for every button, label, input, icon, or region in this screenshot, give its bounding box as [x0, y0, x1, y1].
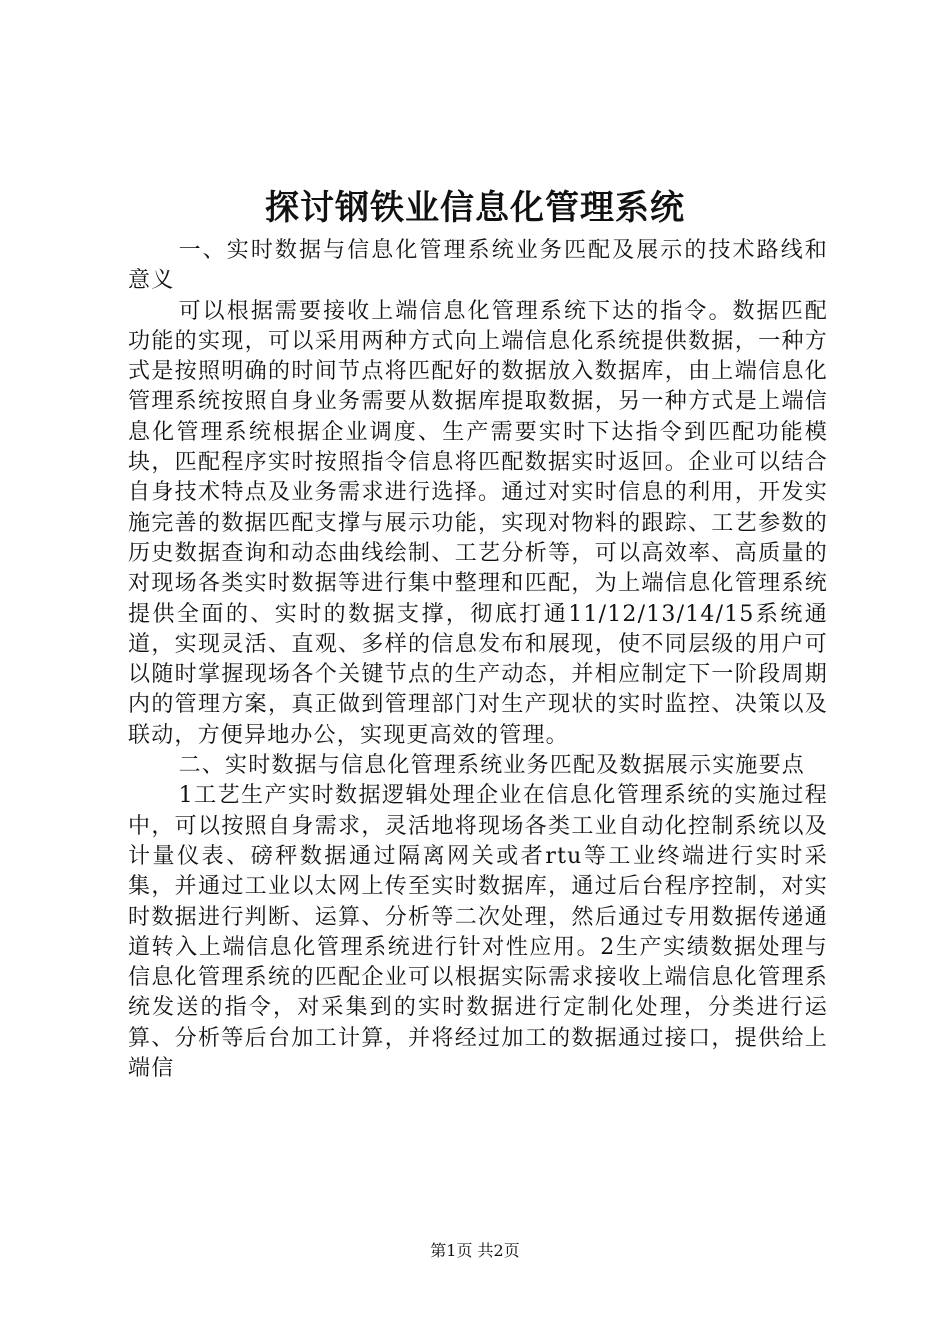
section-heading-2: 二、实时数据与信息化管理系统业务匹配及数据展示实施要点 — [178, 753, 805, 779]
document-title: 探讨钢铁业信息化管理系统 — [265, 188, 685, 228]
body-paragraph-1: 可以根据需要接收上端信息化管理系统下达的指令。数据匹配功能的实现，可以采用两种方式向上端信息化系统提供数据，一种方式是按照明确的时间节点将匹配好的数据放入数据库，由上端信息化管理系统按照自身业务需要从数据库提取数据，另一种方式是上端信息化管理系统根据企业调度、生产需要实时下达指令到匹配功能模块，匹配程序实时按照指令信息将匹配数据实时返回。企业可以结合自身技术特点及业务需求进行选择。通过对实时信息的利用，开发实施完善的数据匹配支撑与展示功能，实现对物料的跟踪、工艺参数的历史数据查询和动态曲线绘制、工艺分析等，可以高效率、高质量的对现场各类实时数据等进行集中整理和匹配，为上端信息化管理系统提供全面的、实时的数据支撑，彻底打通11/12/13/14/15系统通道，实现灵活、直观、多样的信息发布和展现，使不同层级的用户可以随时掌握现场各个关键节点的生产动态，并相应制定下一阶段周期内的管理方案，真正做到管理部门对生产现状的实时监控、决策以及联动，方便异地办公，实现更高效的管理。 — [128, 298, 828, 748]
page-number-footer: 第1页 共2页 — [430, 1241, 520, 1260]
section-heading-1: 一、实时数据与信息化管理系统业务匹配及展示的技术路线和意义 — [128, 238, 828, 294]
document-body — [128, 236, 828, 1084]
body-paragraph-2: 1工艺生产实时数据逻辑处理企业在信息化管理系统的实施过程中，可以按照自身需求，灵活地将现场各类工业自动化控制系统以及计量仪表、磅秤数据通过隔离网关或者rtu等工业终端进行实时采集，并通过工业以太网上传至实时数据库，通过后台程序控制，对实时数据进行判断、运算、分析等二次处理，然后通过专用数据传递通道转入上端信息化管理系统进行针对性应用。2生产实绩数据处理与信息化管理系统的匹配企业可以根据实际需求接收上端信息化管理系统发送的指令，对采集到的实时数据进行定制化处理，分类进行运算、分析等后台加工计算，并将经过加工的数据通过接口，提供给上端信 — [128, 783, 828, 1082]
